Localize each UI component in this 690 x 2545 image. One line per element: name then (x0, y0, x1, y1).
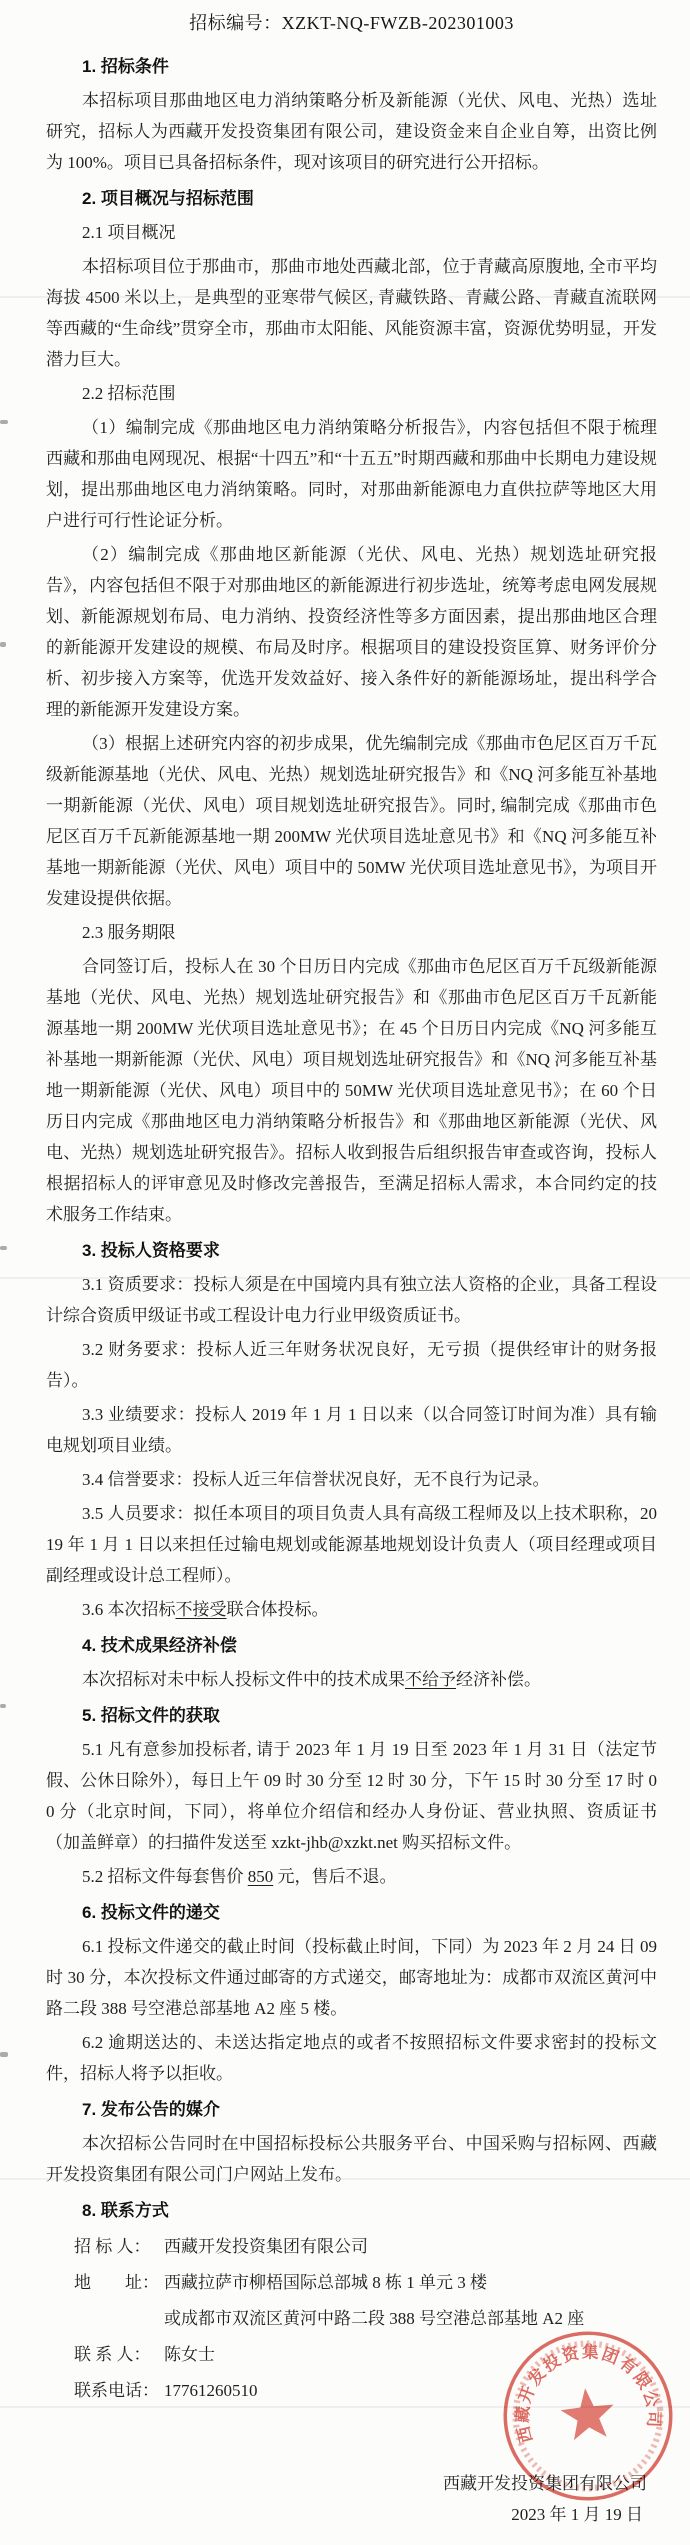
section-2-2-item-1: （1）编制完成《那曲地区电力消纳策略分析报告》，内容包括但不限于梳理西藏和那曲电网现况、根据“十四五”和“十五五”时期西藏和那曲中长期电力建设规划，提出那曲地区电力消纳策略。同时，对那曲新能源电力直供拉萨等地区大用户进行可行性论证分析。 (46, 418, 657, 530)
scan-artifact-line (0, 2406, 690, 2408)
scan-speck (0, 420, 8, 424)
contact-row-person (46, 2339, 657, 2370)
contact-value: 西藏开发投资集团有限公司 (164, 2237, 368, 2256)
section-3-item-5: 3.5 人员要求：拟任本项目的项目负责人具有高级工程师及以上技术职称，2019 年 1 月 1 日以来担任过输电规划或能源基地规划设计负责人（项目经理或项目副经理或设计总工程师）。 (46, 1504, 657, 1585)
scan-speck (0, 642, 6, 647)
scan-speck (0, 1704, 6, 1708)
section-3-heading: 3. 投标人资格要求 (82, 1241, 220, 1260)
footer-company: 西藏开发投资集团有限公司 (443, 2474, 647, 2493)
section-3-item-1: 3.1 资质要求：投标人须是在中国境内具有独立法人资格的企业，具备工程设计综合资质甲级证书或工程设计电力行业甲级资质证书。 (46, 1275, 657, 1325)
contact-row-address (46, 2267, 657, 2298)
scan-speck (0, 1246, 7, 1250)
contact-label: 联 系 人： (74, 2345, 151, 2364)
underlined-text: 不给予 (405, 1670, 456, 1689)
contact-row-address-2 (46, 2303, 657, 2334)
section-2-3-paragraph: 合同签订后，投标人在 30 个日历日内完成《那曲市色尼区百万千瓦级新能源基地（光伏、风电、光热）规划选址研究报告》和《那曲市色尼区百万千瓦新能源基地一期 200MW 光伏项目选址意见书》；在 45 个日历日内完成《NQ 河多能互补基地一期新能源（光伏、风电）项目规划选址研究报告》和《NQ 河多能互补基地一期新能源（光伏、风电）项目中的 50MW 光伏项目选址意见书》；在 60 个日历日内完成《那曲地区电力消纳策略分析报告》和《那曲地区新能源（光伏、风电、光热）规划选址研究报告》。招标人收到报告后组织报告审查或咨询，投标人根据招标人的评审意见及时修改完善报告，至满足招标人需求，本合同约定的技术服务工作结束。 (46, 957, 657, 1224)
section-5-item-2 (46, 1861, 657, 1892)
section-2-2-item-3: （3）根据上述研究内容的初步成果，优先编制完成《那曲市色尼区百万千瓦级新能源基地（光伏、风电、光热）规划选址研究报告》和《NQ 河多能互补基地一期新能源（光伏、风电）项目规划选址研究报告》。同时, 编制完成《那曲市色尼区百万千瓦新能源基地一期 200MW 光伏项目选址意见书》和《NQ 河多能互补基地一期新能源（光伏、风电）项目中的 50MW 光伏项目选址意见书》，为项目开发建设提供依据。 (46, 734, 657, 908)
section-7-paragraph: 本次招标公告同时在中国招标投标公共服务平台、中国采购与招标网、西藏开发投资集团有限公司门户网站上发布。 (46, 2134, 657, 2184)
text-segment: 3.6 本次招标 (82, 1600, 176, 1619)
underlined-text: 850 (247, 1867, 274, 1886)
section-4-paragraph (46, 1664, 657, 1695)
section-3-item-6 (46, 1594, 657, 1625)
contact-value: 或成都市双流区黄河中路二段 388 号空港总部基地 A2 座 (164, 2309, 585, 2328)
section-2-3-heading: 2.3 服务期限 (82, 923, 176, 942)
text-segment: 经济补偿。 (456, 1670, 541, 1689)
tender-number-title: 招标编号：XZKT-NQ-FWZB-202301003 (189, 13, 514, 33)
section-4-heading: 4. 技术成果经济补偿 (82, 1636, 237, 1655)
contact-label: 招 标 人： (74, 2237, 151, 2256)
document-content (46, 8, 657, 2530)
text-segment: 本次招标对未中标人投标文件中的技术成果 (82, 1670, 405, 1689)
contact-value: 西藏拉萨市柳梧国际总部城 8 栋 1 单元 3 楼 (164, 2273, 487, 2292)
scan-artifact-line (0, 1277, 690, 1279)
section-5-heading: 5. 招标文件的获取 (82, 1706, 220, 1725)
section-6-item-2: 6.2 逾期送达的、未送达指定地点的或者不按照招标文件要求密封的投标文件，招标人将予以拒收。 (46, 2033, 657, 2083)
contact-value: 陈女士 (164, 2345, 215, 2364)
section-8-heading: 8. 联系方式 (82, 2201, 169, 2220)
scan-artifact-line (0, 296, 690, 298)
contact-row-bidder (46, 2231, 657, 2262)
text-segment: 5.2 招标文件每套售价 (82, 1867, 248, 1886)
section-6-heading: 6. 投标文件的递交 (82, 1903, 220, 1922)
text-segment: 元，售后不退。 (273, 1867, 397, 1886)
section-2-2-item-2: （2）编制完成《那曲地区新能源（光伏、风电、光热）规划选址研究报告》，内容包括但不限于对那曲地区的新能源进行初步选址，统筹考虑电网发展规划、新能源规划布局、电力消纳、投资经济性等多方面因素，提出那曲地区合理的新能源开发建设的规模、布局及时序。根据项目的建设投资匡算、财务评价分析、初步接入方案等，优选开发效益好、接入条件好的新能源场址，提出科学合理的新能源开发建设方案。 (46, 545, 657, 719)
section-2-2-heading: 2.2 招标范围 (82, 384, 176, 403)
text-segment: 联合体投标。 (226, 1600, 329, 1619)
contact-value: 17761260510 (164, 2381, 258, 2400)
section-3-item-3: 3.3 业绩要求：投标人 2019 年 1 月 1 日以来（以合同签订时间为准）具有输电规划项目业绩。 (46, 1405, 657, 1455)
section-2-heading: 2. 项目概况与招标范围 (82, 189, 254, 208)
contact-label: 联系电话： (74, 2381, 159, 2400)
contact-label: 地 址： (74, 2273, 159, 2292)
scan-artifact-line (0, 2178, 690, 2180)
section-5-item-1: 5.1 凡有意参加投标者, 请于 2023 年 1 月 19 日至 2023 年 1 月 31 日（法定节假、公休日除外），每日上午 09 时 30 分至 12 时 30 分，下午 15 时 30 分至 17 时 00 分（北京时间，下同），将单位介绍信和经办人身份证、营业执照、资质证书（加盖鲜章）的扫描件发送至 xzkt-jhb@xzkt.net 购买招标文件。 (46, 1740, 657, 1852)
seal-text: 西藏开发投资集团有限公司 (512, 2342, 664, 2445)
section-3-item-4: 3.4 信誉要求：投标人近三年信誉状况良好，无不良行为记录。 (82, 1470, 550, 1489)
section-2-1-paragraph: 本招标项目位于那曲市，那曲市地处西藏北部，位于青藏高原腹地, 全市平均海拔 4500 米以上，是典型的亚寒带气候区, 青藏铁路、青藏公路、青藏直流联网等西藏的“生命线”贯穿全市，那曲市太阳能、风能资源丰富，资源优势明显，开发潜力巨大。 (46, 257, 657, 369)
contact-row-phone (46, 2375, 657, 2406)
underlined-text: 不接受 (175, 1600, 227, 1619)
scan-speck (0, 2052, 8, 2057)
section-7-heading: 7. 发布公告的媒介 (82, 2100, 220, 2119)
signature-block (46, 2468, 657, 2530)
footer-date: 2023 年 1 月 19 日 (511, 2505, 643, 2524)
section-2-1-heading: 2.1 项目概况 (82, 223, 176, 242)
section-1-heading: 1. 招标条件 (82, 57, 169, 76)
section-1-paragraph: 本招标项目那曲地区电力消纳策略分析及新能源（光伏、风电、光热）选址研究，招标人为西藏开发投资集团有限公司，建设资金来自企业自筹，出资比例为 100%。项目已具备招标条件，现对该项目的研究进行公开招标。 (46, 91, 657, 172)
section-6-item-1: 6.1 投标文件递交的截止时间（投标截止时间，下同）为 2023 年 2 月 24 日 09 时 30 分，本次投标文件通过邮寄的方式递交，邮寄地址为：成都市双流区黄河中路二段 388 号空港总部基地 A2 座 5 楼。 (46, 1937, 657, 2018)
section-3-item-2: 3.2 财务要求：投标人近三年财务状况良好，无亏损（提供经审计的财务报告）。 (46, 1340, 657, 1390)
